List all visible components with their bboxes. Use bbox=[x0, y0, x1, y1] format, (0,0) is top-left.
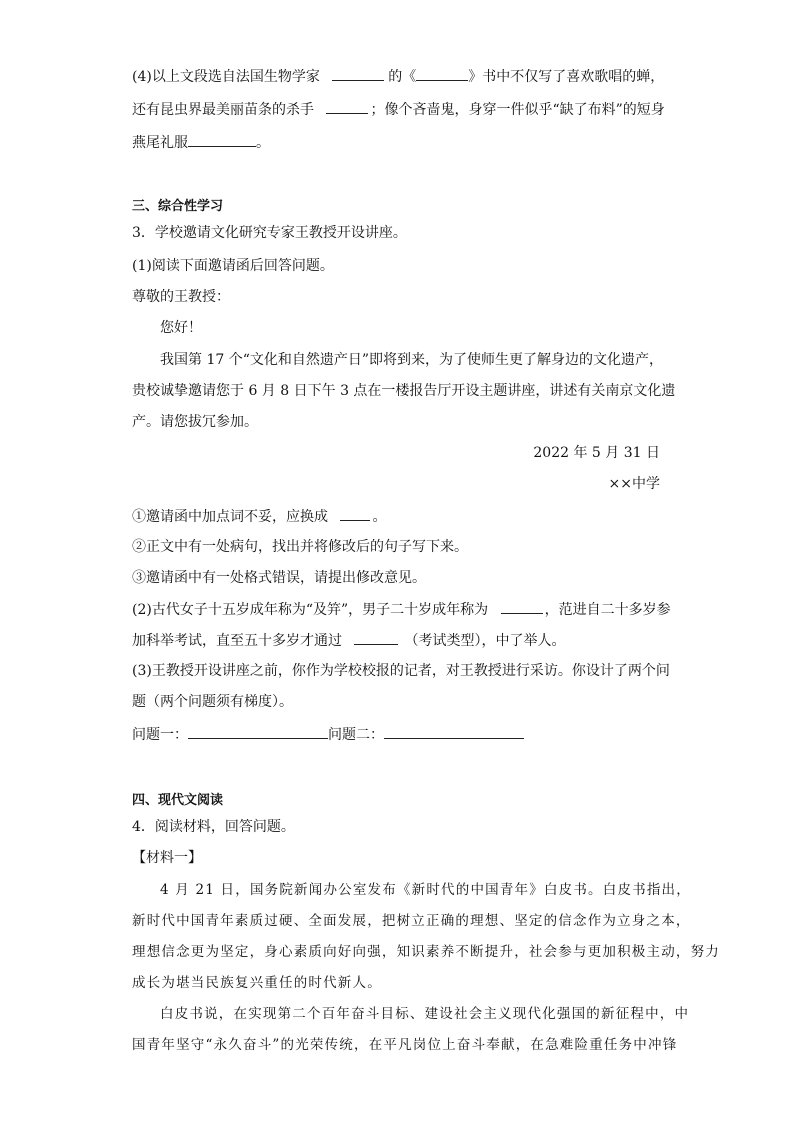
answer-blank-exam-type[interactable] bbox=[354, 630, 398, 645]
text-segment: (4)以上文段选自法国生物学家 bbox=[132, 69, 320, 85]
task-2: ②正文中有一处病句，找出并将修改后的句子写下来。 bbox=[132, 539, 468, 555]
answer-blank-killer[interactable] bbox=[326, 99, 368, 114]
answer-blank-biologist[interactable] bbox=[332, 66, 384, 81]
interview-questions bbox=[132, 724, 524, 745]
text-segment: 。 bbox=[372, 509, 387, 525]
sub-question-2-line-2 bbox=[132, 630, 565, 651]
text-segment: 加科举考试，直至五十多岁才通过 bbox=[132, 633, 342, 649]
letter-greeting: 您好！ bbox=[160, 320, 202, 336]
text-segment: (2)古代女子十五岁成年称为“及笄”，男子二十岁成年称为 bbox=[132, 602, 489, 618]
letter-body-3: 产。请您拔冗参加。 bbox=[132, 414, 258, 430]
task-1 bbox=[132, 506, 386, 527]
sub-question-1: (1)阅读下面邀请函后回答问题。 bbox=[132, 258, 334, 274]
letter-signer: ××中学 bbox=[608, 476, 660, 492]
letter-body-1: 我国第 17 个“文化和自然遗产日”即将到来，为了使师生更了解身边的文化遗产， bbox=[160, 352, 664, 368]
text-segment: ，范进自二十多岁参 bbox=[544, 602, 671, 618]
material-line-1: 4 月 21 日，国务院新闻办公室发布《新时代的中国青年》白皮书。白皮书指出， bbox=[160, 882, 691, 898]
text-segment: ①邀请函中加点词不妥，应换成 bbox=[132, 509, 328, 525]
question-3-stem: 3．学校邀请文化研究专家王教授开设讲座。 bbox=[132, 225, 407, 241]
text-segment: 燕尾礼服 bbox=[132, 135, 188, 151]
material-line-4: 成长为堪当民族复兴重任的时代新人。 bbox=[132, 975, 382, 991]
section-4-heading: 四、现代文阅读 bbox=[132, 793, 224, 808]
letter-body-2: 贵校诚挚邀请您于 6 月 8 日下午 3 点在一楼报告厅开设主题讲座，讲述有关南京文化遗 bbox=[132, 383, 676, 399]
answer-blank-word[interactable] bbox=[340, 506, 370, 521]
material-label: 【材料一】 bbox=[132, 850, 202, 866]
question-4-stem: 4．阅读材料，回答问题。 bbox=[132, 819, 295, 835]
answer-blank-book[interactable] bbox=[416, 66, 468, 81]
answer-blank-tailcoat[interactable] bbox=[188, 132, 256, 147]
sub-question-2-line-1 bbox=[132, 599, 671, 620]
text-segment: 。 bbox=[256, 135, 270, 151]
text-segment: 问题二： bbox=[328, 727, 384, 743]
material-line-2: 新时代中国青年素质过硬、全面发展，把树立正确的理想、坚定的信念作为立身之本， bbox=[132, 913, 691, 929]
question-4-line-3 bbox=[132, 132, 270, 153]
material-line-5: 白皮书说，在实现第二个百年奋斗目标、建设社会主义现代化强国的新征程中，中 bbox=[160, 1006, 690, 1022]
text-segment: ；像个吝啬鬼，身穿一件似乎“缺了布料”的短身 bbox=[370, 102, 665, 118]
text-segment: 》书中不仅写了喜欢歌唱的蝉， bbox=[468, 69, 665, 85]
task-3: ③邀请函中有一处格式错误，请提出修改意见。 bbox=[132, 570, 426, 586]
letter-salutation: 尊敬的王教授： bbox=[132, 289, 230, 305]
material-line-3: 理想信念更为坚定，身心素质向好向强，知识素养不断提升，社会参与更加积极主动，努力 bbox=[132, 944, 720, 960]
text-segment: 的《 bbox=[388, 69, 417, 85]
answer-blank-question-2[interactable] bbox=[384, 724, 524, 739]
text-segment: 问题一： bbox=[132, 727, 188, 743]
question-4-line-2 bbox=[132, 99, 665, 120]
material-line-6: 国青年坚守“永久奋斗”的光荣传统，在平凡岗位上奋斗奉献，在急难险重任务中冲锋 bbox=[132, 1037, 678, 1053]
answer-blank-question-1[interactable] bbox=[188, 724, 328, 739]
section-3-heading: 三、综合性学习 bbox=[132, 199, 224, 214]
answer-blank-coming-of-age[interactable] bbox=[501, 599, 543, 614]
text-segment: 还有昆虫界最美丽苗条的杀手 bbox=[132, 102, 314, 118]
text-segment: （考试类型），中了举人。 bbox=[404, 633, 566, 649]
question-4-line-1 bbox=[132, 66, 664, 87]
sub-question-3-line-1: (3)王教授开设讲座之前，你作为学校校报的记者，对王教授进行采访。你设计了两个问 bbox=[132, 663, 670, 679]
letter-date: 2022 年 5 月 31 日 bbox=[533, 445, 660, 461]
sub-question-3-line-2: 题（两个问题须有梯度）。 bbox=[132, 694, 293, 710]
